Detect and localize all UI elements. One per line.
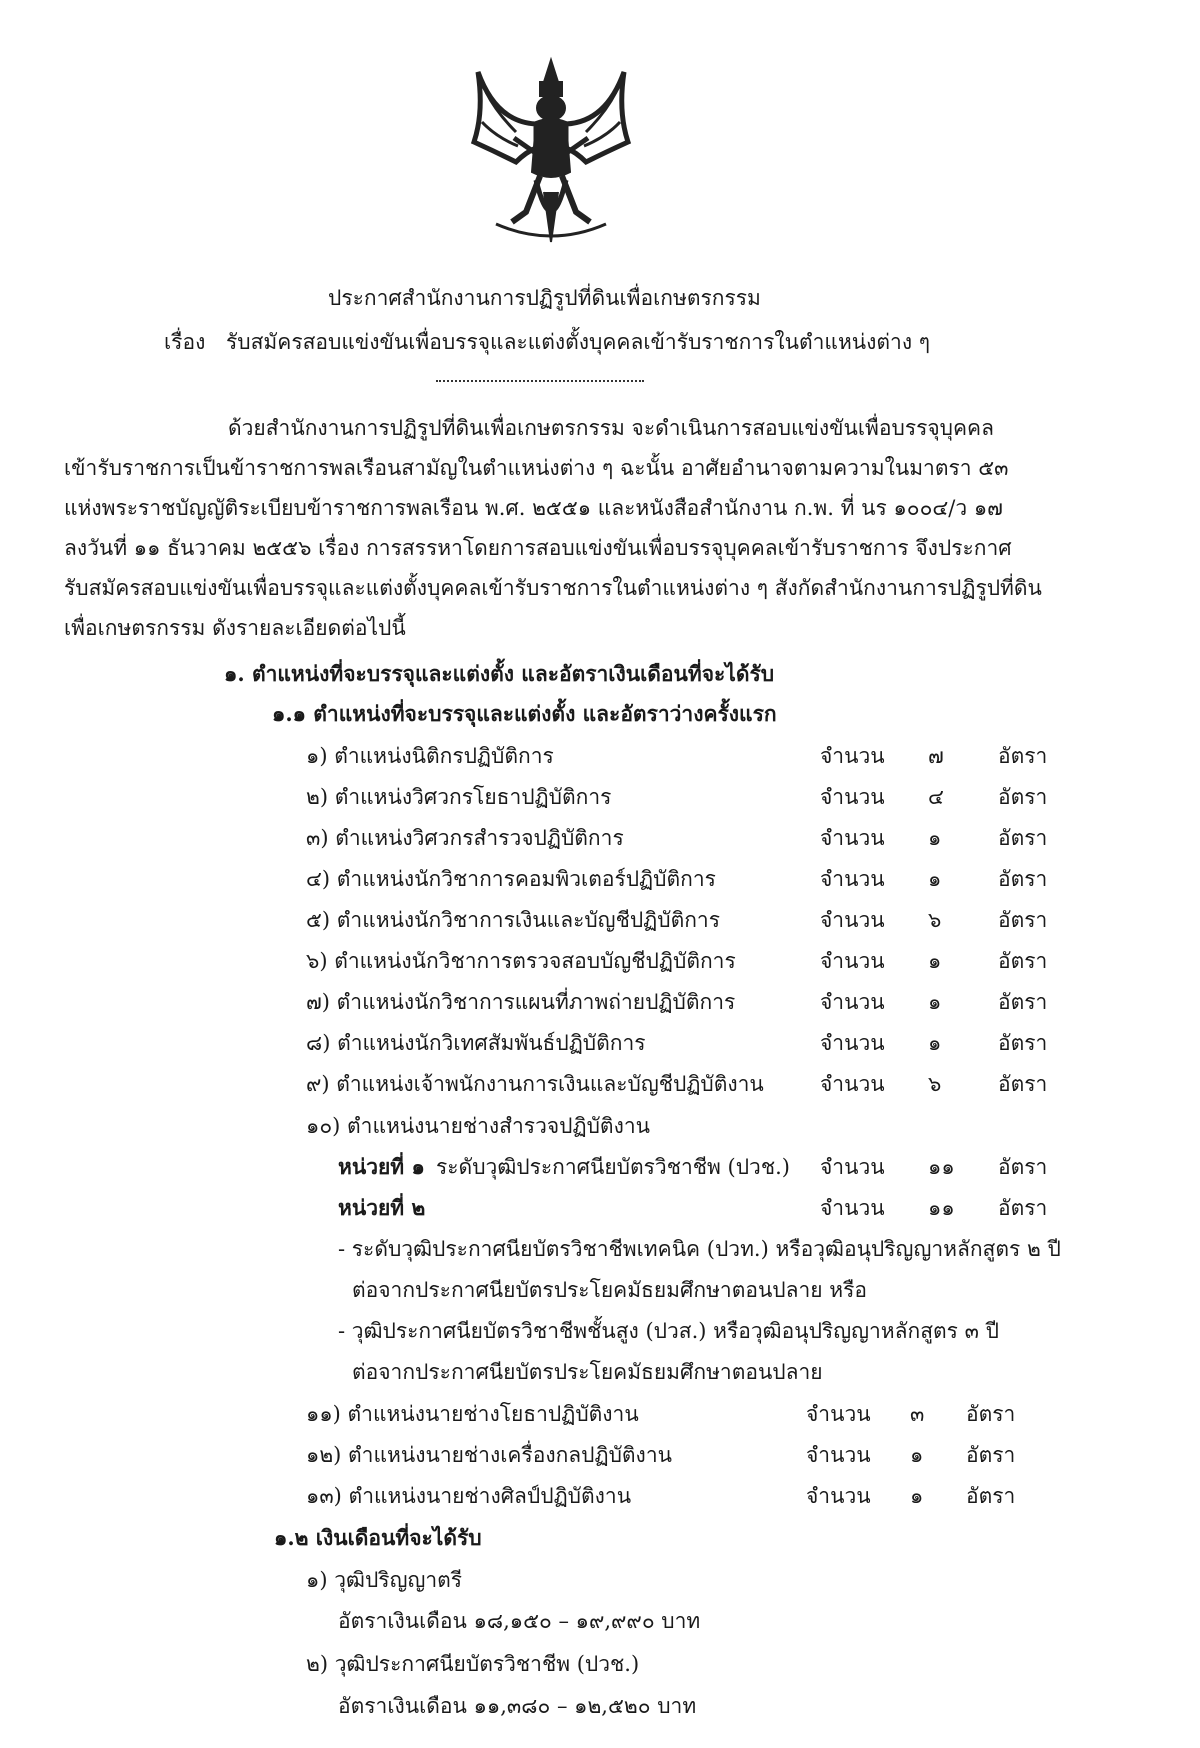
count-word: จำนวน [820,867,885,891]
position-count: ๓ [910,1402,925,1426]
unit-1-count: ๑๑ [928,1155,955,1179]
salary-degree: ๑) วุฒิปริญญาตรี [306,1568,463,1592]
unit-2-bullet-cont: ต่อจากประกาศนียบัตรประโยคมัธยมศึกษาตอนปลาย หรือ [352,1278,868,1302]
count-word: จำนวน [806,1443,871,1467]
unit-word: อัตรา [998,908,1048,932]
unit-word: อัตรา [998,990,1048,1014]
paragraph-line: เข้ารับราชการเป็นข้าราชการพลเรือนสามัญในตำแหน่งต่าง ๆ ฉะนั้น อาศัยอำนาจตามความในมาตรา ๕๓ [64,456,1009,480]
count-word: จำนวน [820,949,885,973]
position-10-name: ๑๐) ตำแหน่งนายช่างสำรวจปฏิบัติงาน [306,1114,650,1138]
position-count: ๑ [928,867,942,891]
unit-2-bullet-cont: ต่อจากประกาศนียบัตรประโยคมัธยมศึกษาตอนปลาย [352,1360,823,1384]
unit-word: อัตรา [998,867,1048,891]
position-count: ๑ [928,990,942,1014]
unit-word: อัตรา [966,1484,1016,1508]
count-word: จำนวน [820,1196,885,1220]
unit-2-bullet: - ระดับวุฒิประกาศนียบัตรวิชาชีพเทคนิค (ปวท.) หรือวุฒิอนุปริญญาหลักสูตร ๒ ปี [338,1237,1061,1261]
paragraph-line: แห่งพระราชบัญญัติระเบียบข้าราชการพลเรือน พ.ศ. ๒๕๕๑ และหนังสือสำนักงาน ก.พ. ที่ นร ๑๐๐๔/ว ๑๗ [64,496,1003,520]
position-count: ๔ [928,785,944,809]
position-count: ๗ [928,744,944,768]
position-name: ๗) ตำแหน่งนักวิชาการแผนที่ภาพถ่ายปฏิบัติการ [306,990,736,1014]
paragraph-line: ด้วยสำนักงานการปฏิรูปที่ดินเพื่อเกษตรกรรม จะดำเนินการสอบแข่งขันเพื่อบรรจุบุคคล [228,416,994,440]
count-word: จำนวน [820,785,885,809]
position-name: ๘) ตำแหน่งนักวิเทศสัมพันธ์ปฏิบัติการ [306,1031,646,1055]
paragraph-line: เพื่อเกษตรกรรม ดังรายละเอียดต่อไปนี้ [64,616,406,640]
position-count: ๖ [928,908,942,932]
announcement-title: ประกาศสำนักงานการปฏิรูปที่ดินเพื่อเกษตรกรรม [328,286,761,310]
unit-word: อัตรา [998,949,1048,973]
unit-2-label: หน่วยที่ ๒ [338,1195,426,1220]
count-word: จำนวน [820,1072,885,1096]
position-name: ๖) ตำแหน่งนักวิชาการตรวจสอบบัญชีปฏิบัติการ [306,949,736,973]
position-name: ๒) ตำแหน่งวิศวกรโยธาปฏิบัติการ [306,785,612,809]
section-1-2-heading: ๑.๒ เงินเดือนที่จะได้รับ [274,1525,482,1550]
salary-rate: อัตราเงินเดือน ๑๑,๓๘๐ – ๑๒,๕๒๐ บาท [338,1694,697,1718]
unit-1-text: ระดับวุฒิประกาศนียบัตรวิชาชีพ (ปวช.) [436,1155,790,1179]
salary-degree: ๒) วุฒิประกาศนียบัตรวิชาชีพ (ปวช.) [306,1652,640,1676]
unit-2-bullet: - วุฒิประกาศนียบัตรวิชาชีพชั้นสูง (ปวส.) หรือวุฒิอนุปริญญาหลักสูตร ๓ ปี [338,1319,999,1343]
unit-word: อัตรา [966,1443,1016,1467]
count-word: จำนวน [820,744,885,768]
unit-word: อัตรา [998,1031,1048,1055]
unit-1-label: หน่วยที่ ๑ [338,1154,425,1179]
subject-text: รับสมัครสอบแข่งขันเพื่อบรรจุและแต่งตั้งบุคคลเข้ารับราชการในตำแหน่งต่าง ๆ [226,330,931,354]
position-name: ๑๒) ตำแหน่งนายช่างเครื่องกลปฏิบัติงาน [306,1443,672,1467]
position-name: ๕) ตำแหน่งนักวิชาการเงินและบัญชีปฏิบัติการ [306,908,721,932]
position-name: ๑๓) ตำแหน่งนายช่างศิลป์ปฏิบัติงาน [306,1484,632,1508]
position-count: ๑ [910,1443,924,1467]
unit-word: อัตรา [966,1402,1016,1426]
unit-word: อัตรา [998,826,1048,850]
subject-label: เรื่อง [164,330,206,354]
divider [436,380,644,382]
count-word: จำนวน [820,908,885,932]
position-name: ๔) ตำแหน่งนักวิชาการคอมพิวเตอร์ปฏิบัติการ [306,867,716,891]
position-name: ๑) ตำแหน่งนิติกรปฏิบัติการ [306,744,554,768]
section-1-1-heading: ๑.๑ ตำแหน่งที่จะบรรจุและแต่งตั้ง และอัตราว่างครั้งแรก [272,701,777,726]
count-word: จำนวน [820,1031,885,1055]
position-count: ๖ [928,1072,942,1096]
garuda-emblem-icon [456,52,646,252]
unit-word: อัตรา [998,744,1048,768]
unit-word: อัตรา [998,785,1048,809]
salary-rate: อัตราเงินเดือน ๑๘,๑๕๐ – ๑๙,๙๙๐ บาท [338,1609,701,1633]
unit-2-count: ๑๑ [928,1196,955,1220]
unit-word: อัตรา [998,1196,1048,1220]
position-count: ๑ [928,826,942,850]
position-name: ๙) ตำแหน่งเจ้าพนักงานการเงินและบัญชีปฏิบัติงาน [306,1072,764,1096]
position-name: ๓) ตำแหน่งวิศวกรสำรวจปฏิบัติการ [306,826,624,850]
position-count: ๑ [910,1484,924,1508]
position-name: ๑๑) ตำแหน่งนายช่างโยธาปฏิบัติงาน [306,1402,639,1426]
unit-word: อัตรา [998,1072,1048,1096]
count-word: จำนวน [820,990,885,1014]
section-1-heading: ๑. ตำแหน่งที่จะบรรจุและแต่งตั้ง และอัตราเงินเดือนที่จะได้รับ [224,661,775,686]
position-count: ๑ [928,1031,942,1055]
paragraph-line: ลงวันที่ ๑๑ ธันวาคม ๒๕๕๖ เรื่อง การสรรหาโดยการสอบแข่งขันเพื่อบรรจุบุคคลเข้ารับราชการ จึงประกาศ [64,536,1012,560]
count-word: จำนวน [806,1484,871,1508]
unit-word: อัตรา [998,1155,1048,1179]
count-word: จำนวน [820,1155,885,1179]
count-word: จำนวน [806,1402,871,1426]
count-word: จำนวน [820,826,885,850]
paragraph-line: รับสมัครสอบแข่งขันเพื่อบรรจุและแต่งตั้งบุคคลเข้ารับราชการในตำแหน่งต่าง ๆ สังกัดสำนักงานการปฏิรูปที่ดิน [64,576,1042,600]
position-count: ๑ [928,949,942,973]
